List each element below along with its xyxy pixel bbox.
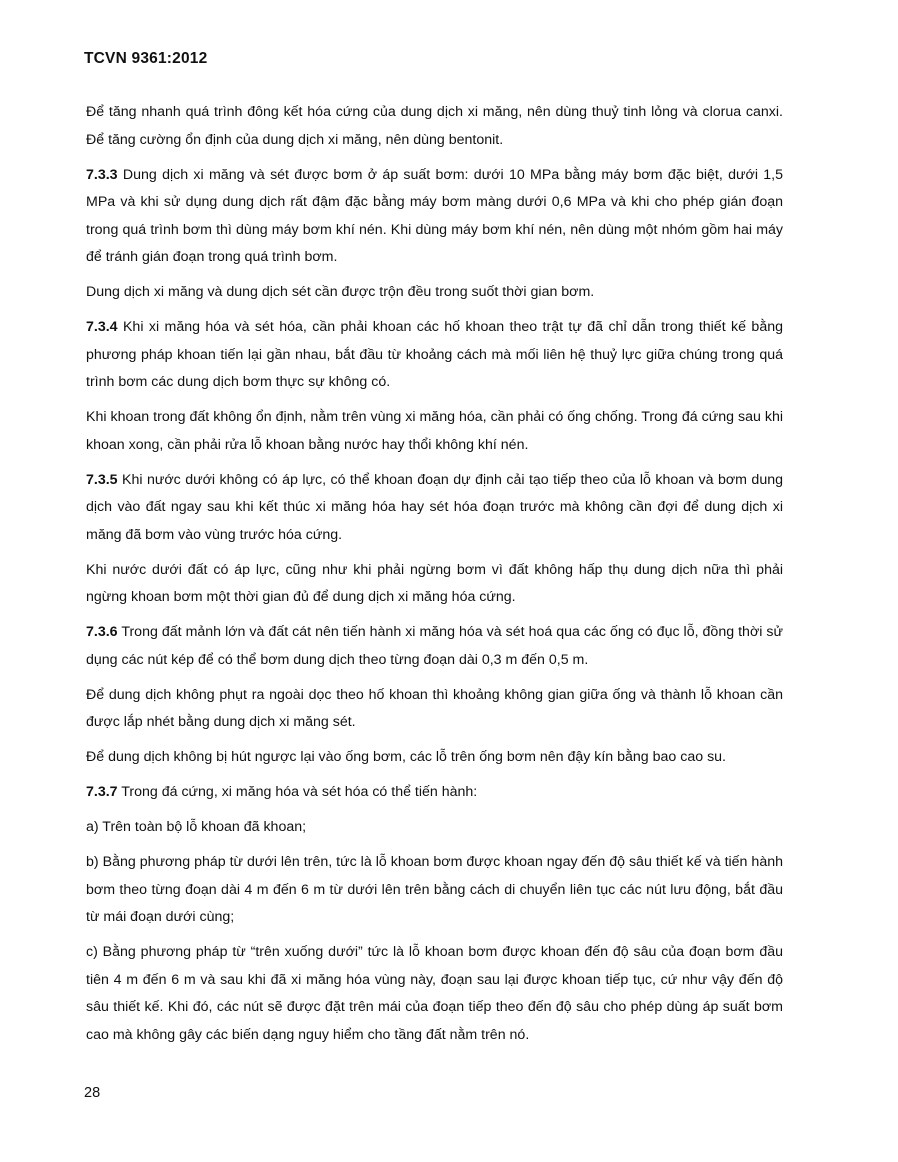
list-item bbox=[86, 814, 783, 842]
paragraph-text: Khi xi măng hóa và sét hóa, cần phải khoan các hố khoan theo trật tự đã chỉ dẫn trong thiết kế bằng phương pháp khoan tiến lại gần nhau, bắt đầu từ khoảng cách mà mối liên hệ thuỷ lực giữa chúng trong quá trình bơm các dung dịch bơm thực sự không có. bbox=[86, 319, 783, 390]
paragraph-text: c) Bằng phương pháp từ “trên xuống dưới” tức là lỗ khoan bơm được khoan đến độ sâu của đoạn bơm đầu tiên 4 m đến 6 m và sau khi đã xi măng hóa vùng này, đoạn sau lại được khoan tiếp tục, cứ như vậy đến độ sâu thiết kế. Khi đó, các nút sẽ được đặt trên mái của đoạn tiếp theo đến độ sâu cho phép dùng áp suất bơm cao mà không gây các biến dạng nguy hiểm cho tầng đất nằm trên nó. bbox=[86, 944, 783, 1043]
paragraph-text: Khi nước dưới đất có áp lực, cũng như khi phải ngừng bơm vì đất không hấp thụ dung dịch nữa thì phải ngừng khoan bơm một thời gian đủ để dung dịch xi măng hóa cứng. bbox=[86, 561, 783, 605]
paragraph-text: Khi nước dưới không có áp lực, có thể khoan đoạn dự định cải tạo tiếp theo của lỗ khoan và bơm dung dịch vào đất ngay sau khi kết thúc xi măng hóa hay sét hóa đoạn trước mà không cần đợi để dung dịch xi măng đã bơm vào vùng trước hóa cứng. bbox=[86, 471, 783, 543]
paragraph bbox=[86, 744, 783, 772]
paragraph bbox=[86, 99, 783, 154]
paragraph bbox=[86, 619, 783, 674]
paragraph bbox=[86, 404, 783, 459]
section-number: 7.3.7 bbox=[86, 784, 118, 800]
list-item bbox=[86, 939, 783, 1049]
section-number: 7.3.3 bbox=[86, 166, 118, 183]
paragraph bbox=[86, 467, 783, 550]
paragraph-text: Dung dịch xi măng và dung dịch sét cần được trộn đều trong suốt thời gian bơm. bbox=[86, 284, 595, 300]
paragraph-text: Để dung dịch không bị hút ngược lại vào ống bơm, các lỗ trên ống bơm nên đậy kín bằng bao cao su. bbox=[86, 749, 726, 765]
paragraph-text: a) Trên toàn bộ lỗ khoan đã khoan; bbox=[86, 819, 307, 835]
paragraph-text: Dung dịch xi măng và sét được bơm ở áp suất bơm: dưới 10 MPa bằng máy bơm đặc biệt, dưới 1,5 MPa và khi sử dụng dung dịch rất đậm đặc bằng máy bơm màng dưới 0,6 MPa và khi cho phép gián đoạn trong quá trình bơm thì dùng máy bơm khí nén. Khi dùng máy bơm khí nén, nên dùng một nhóm gồm hai máy để tránh gián đoạn trong quá trình bơm. bbox=[86, 166, 783, 265]
paragraph-text: Trong đất mảnh lớn và đất cát nên tiến hành xi măng hóa và sét hoá qua các ống có đục lỗ, đồng thời sử dụng các nút kép để có thể bơm dung dịch theo từng đoạn dài 0,3 m đến 0,5 m. bbox=[86, 624, 783, 668]
section-number: 7.3.5 bbox=[86, 471, 118, 488]
paragraph bbox=[86, 557, 783, 612]
page-number: 28 bbox=[84, 1085, 101, 1101]
paragraph bbox=[86, 682, 783, 737]
document-body bbox=[86, 99, 783, 1057]
paragraph-text: Khi khoan trong đất không ổn định, nằm trên vùng xi măng hóa, cần phải có ống chống. Trong đá cứng sau khi khoan xong, cần phải rửa lỗ khoan bằng nước hay thổi không khí nén. bbox=[86, 409, 783, 453]
paragraph bbox=[86, 279, 783, 307]
paragraph-text: b) Bằng phương pháp từ dưới lên trên, tức là lỗ khoan bơm được khoan ngay đến độ sâu thiết kế và tiến hành bơm theo từng đoạn dài 4 m đến 6 m từ dưới lên trên bằng cách di chuyển liên tục các nút lưu động, bắt đầu từ mái đoạn dưới cùng; bbox=[86, 854, 783, 925]
section-number: 7.3.6 bbox=[86, 624, 118, 640]
paragraph-text: Để dung dịch không phụt ra ngoài dọc theo hố khoan thì khoảng không gian giữa ống và thành lỗ khoan cần được lắp nhét bằng dung dịch xi măng sét. bbox=[86, 686, 783, 730]
paragraph bbox=[86, 779, 783, 807]
list-item bbox=[86, 849, 783, 932]
document-header: TCVN 9361:2012 bbox=[84, 50, 208, 67]
paragraph-text: Để tăng nhanh quá trình đông kết hóa cứng của dung dịch xi măng, nên dùng thuỷ tinh lỏng và clorua canxi. Để tăng cường ổn định của dung dịch xi măng, nên dùng bentonit. bbox=[86, 104, 783, 148]
paragraph bbox=[86, 162, 783, 272]
paragraph-text: Trong đá cứng, xi măng hóa và sét hóa có thể tiến hành: bbox=[117, 784, 478, 800]
paragraph bbox=[86, 314, 783, 397]
section-number: 7.3.4 bbox=[86, 319, 118, 335]
